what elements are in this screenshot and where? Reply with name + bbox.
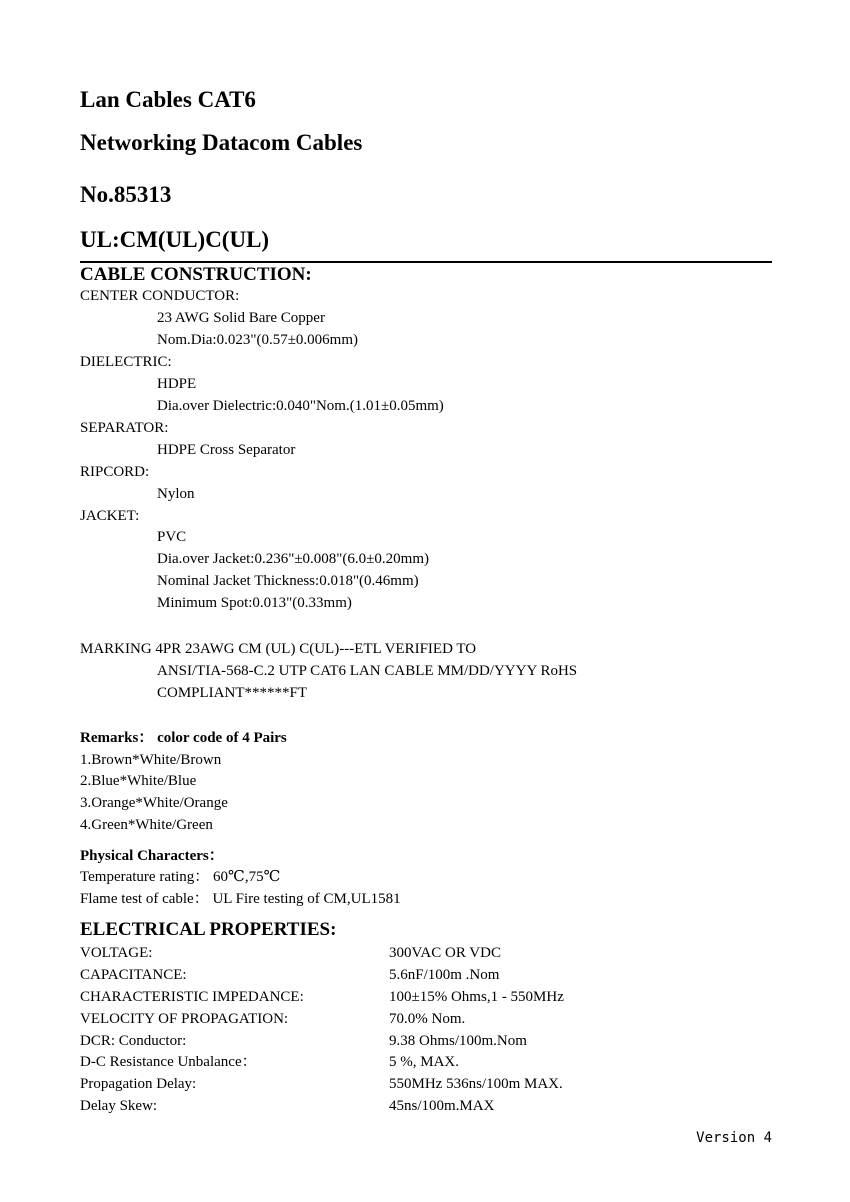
elec-label: DCR: Conductor: (80, 1033, 187, 1049)
elec-value: 45ns/100m.MAX (389, 1098, 495, 1114)
flame-test: Flame test of cable： UL Fire testing of CM,UL1581 (80, 891, 401, 907)
value-jacket-1: PVC (157, 529, 187, 545)
color-pair-1: 1.Brown*White/Brown (80, 752, 222, 768)
temperature-rating: Temperature rating： 60℃,75℃ (80, 869, 281, 885)
elec-value: 5.6nF/100m .Nom (389, 967, 500, 983)
title-ul-rating: UL:CM(UL)C(UL) (80, 227, 270, 252)
elec-label: VELOCITY OF PROPAGATION: (80, 1011, 289, 1027)
elec-value: 550MHz 536ns/100m MAX. (389, 1076, 563, 1092)
title-part-number: No.85313 (80, 182, 172, 207)
elec-value: 70.0% Nom. (389, 1011, 466, 1027)
label-center-conductor: CENTER CONDUCTOR: (80, 288, 240, 304)
value-ripcord-1: Nylon (157, 486, 195, 502)
title-product: Lan Cables CAT6 (80, 87, 256, 112)
label-dielectric: DIELECTRIC: (80, 354, 172, 370)
value-center-conductor-1: 23 AWG Solid Bare Copper (157, 310, 325, 326)
label-separator: SEPARATOR: (80, 420, 169, 436)
value-jacket-2: Dia.over Jacket:0.236"±0.008"(6.0±0.20mm) (157, 551, 429, 567)
elec-label: CAPACITANCE: (80, 967, 187, 983)
elec-label: VOLTAGE: (80, 945, 153, 961)
elec-value: 100±15% Ohms,1 - 550MHz (389, 989, 564, 1005)
heading-divider (80, 261, 772, 263)
title-category: Networking Datacom Cables (80, 130, 363, 155)
elec-value: 5 %, MAX. (389, 1054, 459, 1070)
elec-label: Propagation Delay: (80, 1076, 197, 1092)
value-center-conductor-2: Nom.Dia:0.023"(0.57±0.006mm) (157, 332, 359, 348)
label-jacket: JACKET: (80, 508, 140, 524)
elec-value: 9.38 Ohms/100m.Nom (389, 1033, 527, 1049)
section-physical-characters: Physical Characters： (80, 848, 224, 864)
marking-line-1: MARKING 4PR 23AWG CM (UL) C(UL)---ETL VERIFIED TO (80, 641, 477, 657)
marking-line-2: ANSI/TIA-568-C.2 UTP CAT6 LAN CABLE MM/DD/YYYY RoHS (157, 663, 578, 679)
section-cable-construction: CABLE CONSTRUCTION: (80, 264, 312, 285)
section-remarks: Remarks： color code of 4 Pairs (80, 730, 287, 746)
color-pair-2: 2.Blue*White/Blue (80, 773, 197, 789)
value-dielectric-2: Dia.over Dielectric:0.040"Nom.(1.01±0.05mm) (157, 398, 444, 414)
marking-line-3: COMPLIANT******FT (157, 685, 308, 701)
value-dielectric-1: HDPE (157, 376, 197, 392)
version-label: Version 4 (696, 1130, 772, 1146)
color-pair-3: 3.Orange*White/Orange (80, 795, 228, 811)
section-electrical-properties: ELECTRICAL PROPERTIES: (80, 919, 337, 940)
value-jacket-4: Minimum Spot:0.013"(0.33mm) (157, 595, 352, 611)
elec-label: Delay Skew: (80, 1098, 158, 1114)
elec-label: CHARACTERISTIC IMPEDANCE: (80, 989, 304, 1005)
elec-value: 300VAC OR VDC (389, 945, 501, 961)
label-ripcord: RIPCORD: (80, 464, 150, 480)
elec-label: D-C Resistance Unbalance： (80, 1054, 257, 1070)
value-separator-1: HDPE Cross Separator (157, 442, 296, 458)
color-pair-4: 4.Green*White/Green (80, 817, 213, 833)
value-jacket-3: Nominal Jacket Thickness:0.018"(0.46mm) (157, 573, 419, 589)
